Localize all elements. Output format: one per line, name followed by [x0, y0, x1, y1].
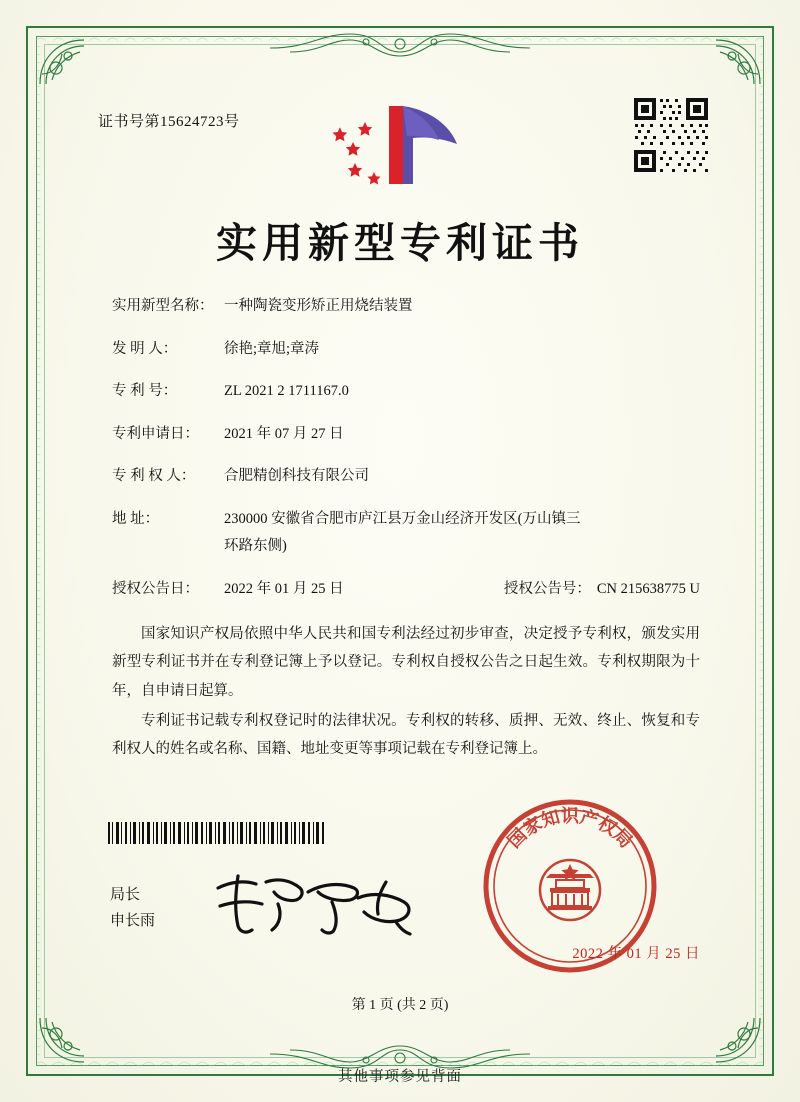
field-row-application-date: [112, 421, 700, 449]
field-value-utility-model-name: 一种陶瓷变形矫正用烧结装置: [224, 298, 413, 314]
seal-date: 2022 年 01 月 25 日: [572, 946, 700, 962]
field-row-address: [112, 506, 700, 561]
handwritten-signature-icon: [208, 868, 428, 940]
legal-paragraph-1: 国家知识产权局依照中华人民共和国专利法经过初步审查，决定授予专利权，颁发实用新型专利证书并在专利登记簿上予以登记。专利权自授权公告之日起生效。专利权期限为十年，自申请日起算。: [112, 626, 700, 699]
field-label: 授权公告号：: [503, 580, 591, 597]
field-row-name: [112, 293, 700, 321]
field-label: 专 利 权 人：: [112, 468, 196, 485]
field-label: 授权公告日：: [112, 580, 199, 597]
svg-text:国家知识产权局: 国家知识产权局: [503, 806, 637, 852]
legal-paragraph-2: 专利证书记载专利权登记时的法律状况。专利权的转移、质押、无效、终止、恢复和专利权人的姓名或名称、国籍、地址变更等事项记载在专利登记簿上。: [112, 712, 700, 758]
cnipa-logo-icon: [325, 100, 475, 188]
page-title: 实用新型专利证书: [216, 220, 584, 266]
signature-block: [110, 882, 155, 935]
field-label: 发 明 人：: [112, 340, 178, 357]
field-label: 实用新型名称：: [112, 298, 214, 314]
page-indicator: 第 1 页 (共 2 页): [351, 998, 449, 1013]
field-label: 专利申请日：: [112, 425, 199, 442]
certificate-number: 证书号第15624723号: [98, 114, 240, 130]
field-value-grant-number: CN 215638775 U: [596, 580, 700, 597]
field-value-address: [224, 506, 700, 561]
director-name: 申长雨: [110, 913, 156, 930]
field-row-patentee: [112, 463, 700, 491]
field-value-application-date: 2021 年 07 月 27 日: [224, 425, 344, 442]
field-list: [112, 293, 700, 618]
field-row-inventor: [112, 336, 700, 364]
address-line-1: 230000 安徽省合肥市庐江县万金山经济开发区(万山镇三: [224, 510, 581, 527]
field-label: 地 址：: [112, 510, 160, 527]
field-row-patent-number: [112, 378, 700, 406]
certificate-content: [60, 60, 740, 1042]
field-row-grant-announcement: [112, 576, 700, 604]
field-value-grant-date: 2022 年 01 月 25 日: [224, 580, 344, 597]
field-label: 专 利 号：: [112, 383, 178, 400]
address-line-2: 环路东侧): [224, 538, 287, 555]
field-value-inventor: 徐艳;章旭;章涛: [224, 340, 320, 357]
director-label: 局长: [110, 887, 141, 903]
legal-text-block: [112, 620, 700, 765]
qr-code-icon: [632, 96, 710, 174]
footer-note: 其他事项参见背面: [338, 1069, 462, 1085]
field-value-patent-number: ZL 2021 2 1711167.0: [224, 383, 349, 400]
grant-number-pair: [504, 576, 700, 604]
barcode-icon: [108, 822, 324, 844]
field-value-patentee: 合肥精创科技有限公司: [224, 468, 369, 485]
